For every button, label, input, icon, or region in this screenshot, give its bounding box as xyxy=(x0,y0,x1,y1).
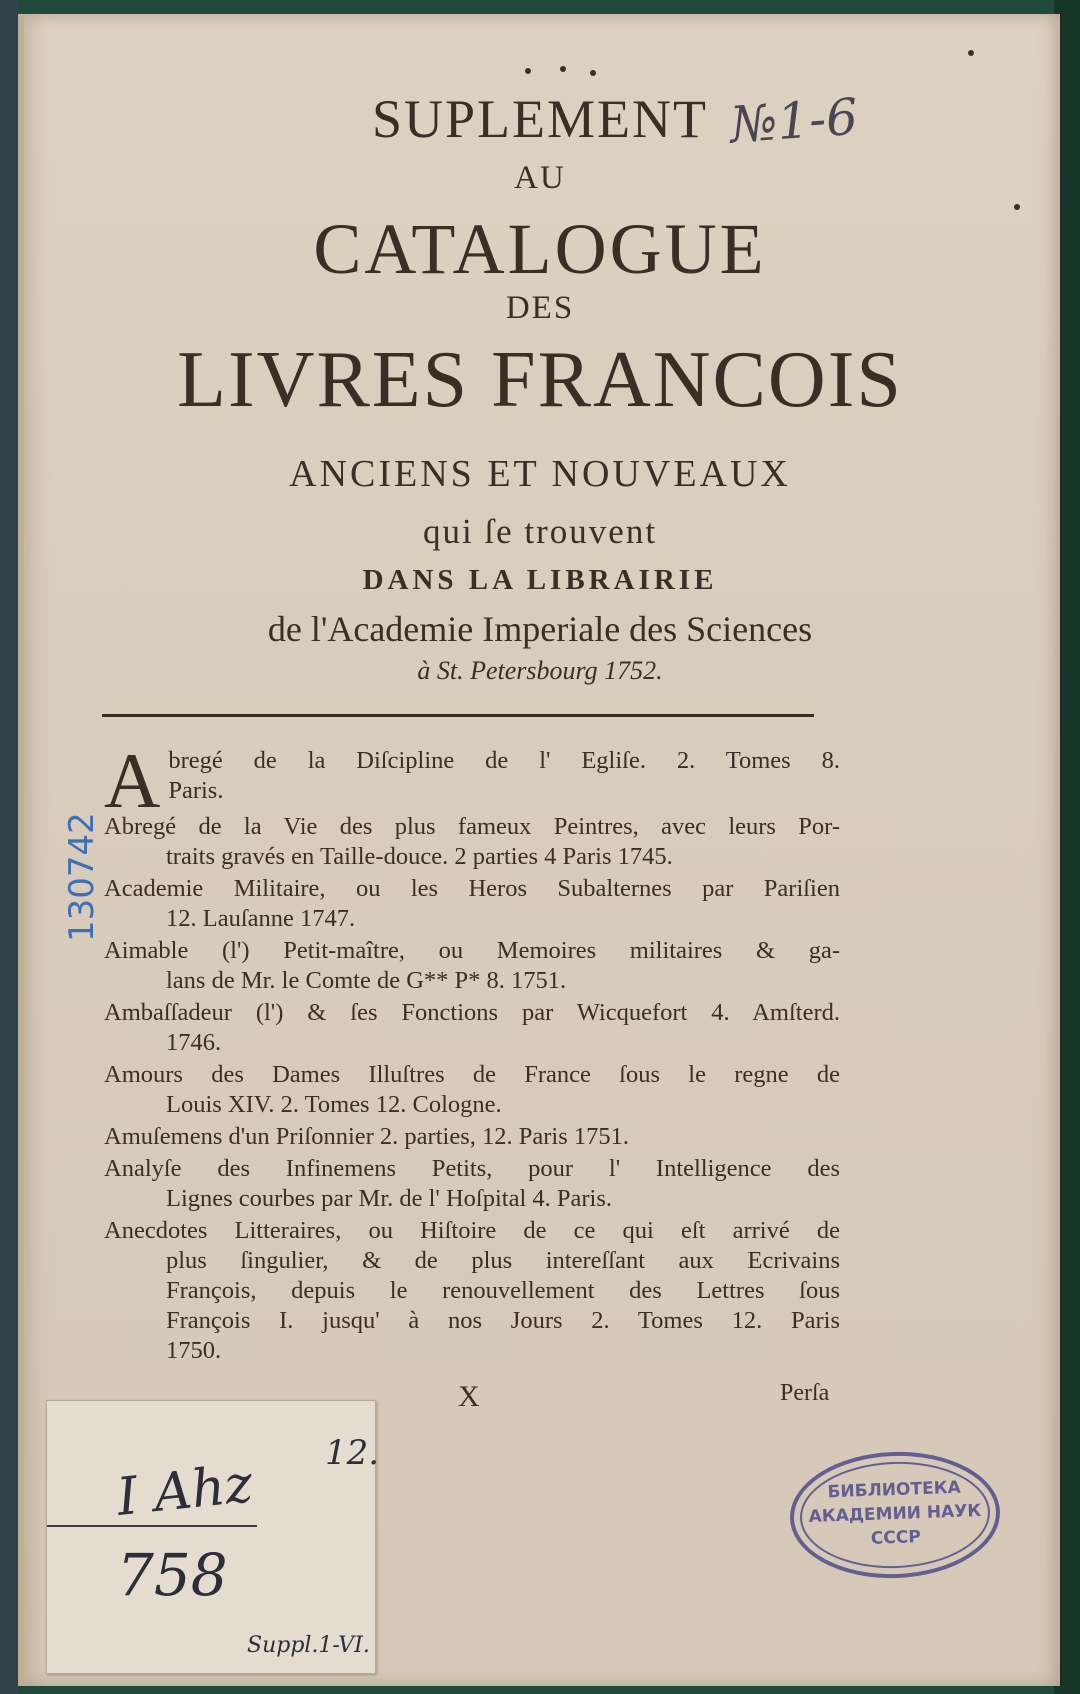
label-number: 12. xyxy=(325,1433,380,1473)
entry-line: Amuſemens d'un Priſonnier 2. parties, 12. Paris 1751. xyxy=(104,1123,629,1150)
stamp-line: БИБЛИОТЕКА xyxy=(827,1477,962,1503)
catalogue-entries xyxy=(104,737,840,1368)
entry-line: lans de Mr. le Comte de G** P* 8. 1751. xyxy=(166,967,567,994)
subtitle-anciens: ANCIENS ET NOUVEAUX xyxy=(289,453,791,495)
entry-line: plus ſingulier, & de plus intereſſant aux Ecrivains xyxy=(166,1247,840,1274)
entry-line: François I. jusqu' à nos Jours 2. Tomes 12. Paris xyxy=(166,1307,840,1334)
entry-line: Analyſe des Infinemens Petits, pour l' Intelligence des xyxy=(104,1155,840,1182)
label-shelfmark: I Ahz xyxy=(114,1454,256,1528)
signature-mark: X xyxy=(458,1380,480,1413)
list-item xyxy=(104,1154,840,1214)
entry-line: Amours des Dames Illuſtres de France ſous le regne de xyxy=(104,1061,840,1088)
list-item xyxy=(104,1216,840,1366)
entry-line: Paris. xyxy=(168,777,224,804)
list-item xyxy=(104,1060,840,1120)
entry-line: Academie Militaire, ou les Heros Subalternes par Pariſien xyxy=(104,875,840,902)
entry-line: 1750. xyxy=(166,1337,222,1364)
entry-line: François, depuis le renouvellement des Lettres ſous xyxy=(166,1277,840,1304)
handwritten-number: №1-6 xyxy=(728,87,860,155)
drop-cap: A xyxy=(104,737,161,824)
handwritten-inventory-number: 130742 xyxy=(62,812,102,942)
title-au: AU xyxy=(514,160,566,196)
imprint-line: à St. Petersbourg 1752. xyxy=(417,656,663,685)
label-note: Suppl.1-VI. xyxy=(247,1633,370,1658)
title-des: DES xyxy=(505,290,575,326)
ink-speck xyxy=(525,68,531,74)
stamp-line: СССР xyxy=(870,1527,922,1549)
subtitle-qui: qui ſe trouvent xyxy=(422,512,658,551)
list-item xyxy=(104,936,840,996)
stamp-line: АКАДЕМИИ НАУК xyxy=(808,1500,982,1528)
subtitle-academie: de l'Academie Imperiale des Sciences xyxy=(267,609,813,649)
entry-line: Lignes courbes par Mr. de l' Hoſpital 4. Paris. xyxy=(166,1185,613,1212)
list-item xyxy=(104,812,840,872)
ink-speck xyxy=(590,70,596,76)
ink-speck xyxy=(560,66,566,72)
entry-line: Louis XIV. 2. Tomes 12. Cologne. xyxy=(166,1091,502,1118)
catchword: Perſa xyxy=(780,1380,830,1406)
entry-line: bregé de la Diſcipline de l' Egliſe. 2. Tomes 8. xyxy=(168,747,840,774)
entry-line: Aimable (l') Petit-maître, ou Memoires militaires & ga- xyxy=(104,937,840,964)
entry-line: Abregé de la Vie des plus fameux Peintres, avec leurs Por- xyxy=(104,813,840,840)
entry-line: Ambaſſadeur (l') & ſes Fonctions par Wicquefort 4. Amſterd. xyxy=(104,999,840,1026)
library-shelf-label xyxy=(46,1400,380,1674)
list-item xyxy=(104,998,840,1058)
list-item xyxy=(104,737,840,824)
title-livres-francois: LIVRES FRANCOIS xyxy=(177,336,903,424)
title-rule xyxy=(102,714,814,717)
entry-line: traits gravés en Taille-douce. 2 parties 4 Paris 1745. xyxy=(166,843,673,870)
list-item xyxy=(104,874,840,934)
label-call-number: 758 xyxy=(117,1541,228,1609)
ink-speck xyxy=(968,50,974,56)
title-catalogue: CATALOGUE xyxy=(313,209,767,289)
subtitle-librairie: DANS LA LIBRAIRIE xyxy=(362,564,718,596)
entry-line: 12. Lauſanne 1747. xyxy=(166,905,356,932)
title-suplement: SUPLEMENT xyxy=(371,89,708,149)
entry-line: 1746. xyxy=(166,1029,222,1056)
list-item xyxy=(104,1122,840,1152)
label-divider xyxy=(47,1525,257,1527)
entry-line: Anecdotes Litteraires, ou Hiſtoire de ce qui eſt arrivé de xyxy=(104,1217,840,1244)
